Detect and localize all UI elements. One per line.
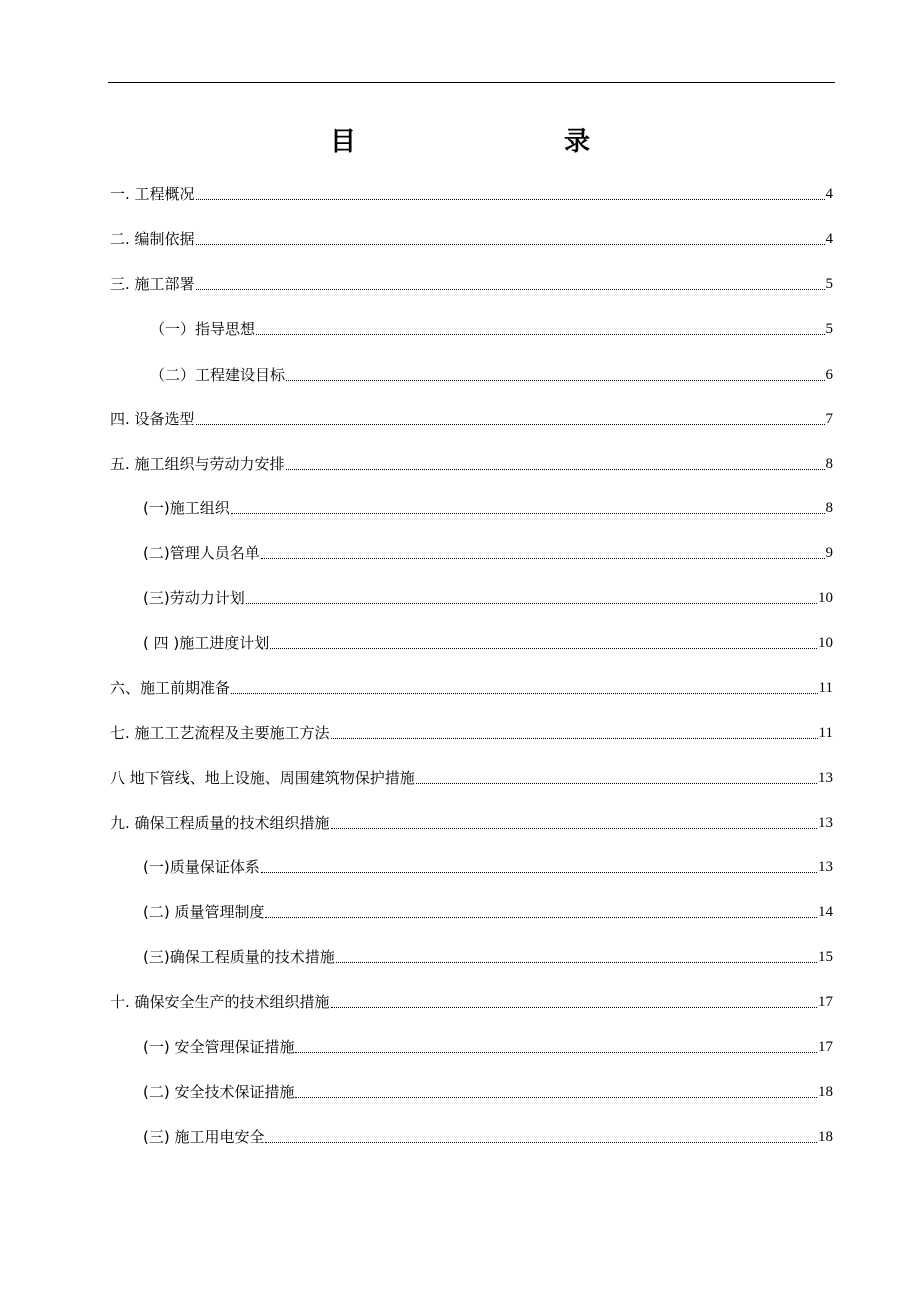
- toc-entry-text: 七. 施工工艺流程及主要施工方法: [110, 724, 330, 742]
- toc-dot-leader: [331, 738, 818, 739]
- toc-dot-leader: [246, 603, 817, 604]
- toc-page-number: 4: [825, 231, 833, 247]
- toc-dot-leader: [196, 244, 825, 245]
- toc-page-number: 4: [825, 186, 833, 202]
- toc-entry-text: (三)确保工程质量的技术措施: [143, 948, 335, 966]
- toc-entry-text: 十. 确保安全生产的技术组织措施: [110, 993, 330, 1011]
- toc-entry[interactable]: [110, 273, 833, 295]
- toc-page-number: 17: [818, 1039, 833, 1055]
- toc-dot-leader: [196, 199, 825, 200]
- toc-entry[interactable]: [143, 1126, 833, 1148]
- toc-entry[interactable]: [110, 453, 833, 475]
- toc-dot-leader: [336, 962, 817, 963]
- toc-entry-text: 二. 编制依据: [110, 230, 195, 248]
- toc-entry[interactable]: [143, 901, 833, 923]
- toc-title: 目 录: [329, 127, 642, 157]
- toc-entry[interactable]: [150, 318, 833, 340]
- toc-page-number: 8: [825, 500, 833, 516]
- toc-entry[interactable]: [143, 946, 833, 968]
- toc-entry[interactable]: [110, 677, 833, 699]
- toc-dot-leader: [261, 558, 825, 559]
- toc-dot-leader: [270, 648, 817, 649]
- toc-page-number: 18: [818, 1129, 833, 1145]
- toc-entry-text: （一）指导思想: [150, 320, 256, 338]
- toc-page-number: 5: [825, 276, 833, 292]
- toc-entry[interactable]: [143, 632, 833, 654]
- toc-dot-leader: [416, 783, 817, 784]
- toc-entry[interactable]: [143, 1036, 833, 1058]
- toc-page-number: 10: [818, 590, 833, 606]
- toc-entry[interactable]: [110, 408, 833, 430]
- toc-entry-text: (二) 安全技术保证措施: [143, 1083, 295, 1101]
- toc-dot-leader: [231, 693, 818, 694]
- toc-page-number: 17: [818, 994, 833, 1010]
- toc-entry-text: 八 地下管线、地上设施、周围建筑物保护措施: [110, 769, 415, 787]
- toc-page-number: 13: [818, 859, 833, 875]
- toc-entry[interactable]: [143, 1081, 833, 1103]
- toc-page-number: 14: [818, 904, 833, 920]
- toc-page-number: 9: [825, 545, 833, 561]
- toc-entry[interactable]: [110, 722, 833, 744]
- toc-entry[interactable]: [110, 767, 833, 789]
- toc-entry-text: (二)管理人员名单: [143, 544, 260, 562]
- toc-dot-leader: [331, 828, 817, 829]
- toc-page-number: 7: [825, 411, 833, 427]
- toc-entry-text: 三. 施工部署: [110, 275, 195, 293]
- toc-entry-text: (一)施工组织: [143, 499, 230, 517]
- toc-entry[interactable]: [110, 991, 833, 1013]
- toc-entry-text: (一)质量保证体系: [143, 858, 260, 876]
- toc-page-number: 15: [818, 949, 833, 965]
- toc-dot-leader: [196, 289, 825, 290]
- toc-entry[interactable]: [143, 856, 833, 878]
- toc-entry[interactable]: [143, 542, 833, 564]
- header-rule: [108, 82, 835, 83]
- toc-dot-leader: [196, 424, 825, 425]
- toc-entry-text: ( 四 )施工进度计划: [143, 634, 270, 652]
- toc-dot-leader: [331, 1007, 817, 1008]
- toc-entry[interactable]: [110, 812, 833, 834]
- toc-page-number: 13: [818, 815, 833, 831]
- toc-entry-text: (三)劳动力计划: [143, 589, 245, 607]
- toc-entry-text: 四. 设备选型: [110, 410, 195, 428]
- toc-dot-leader: [231, 513, 825, 514]
- toc-entry[interactable]: [150, 364, 833, 386]
- toc-dot-leader: [261, 872, 817, 873]
- toc-entry-text: (三) 施工用电安全: [143, 1128, 265, 1146]
- toc-dot-leader: [265, 1142, 817, 1143]
- toc-dot-leader: [256, 334, 824, 335]
- toc-entry[interactable]: [110, 183, 833, 205]
- toc-dot-leader: [265, 917, 817, 918]
- toc-page-number: 11: [818, 725, 833, 741]
- toc-page-number: 18: [818, 1084, 833, 1100]
- toc-page-number: 10: [818, 635, 833, 651]
- toc-dot-leader: [286, 380, 824, 381]
- toc-dot-leader: [295, 1052, 817, 1053]
- toc-entry-text: 一. 工程概况: [110, 185, 195, 203]
- toc-page-number: 13: [818, 770, 833, 786]
- toc-entry[interactable]: [143, 587, 833, 609]
- toc-entry-text: （二）工程建设目标: [150, 366, 286, 384]
- toc-entry-text: 六、施工前期准备: [110, 679, 231, 697]
- toc-page-number: 5: [825, 321, 833, 337]
- toc-entry-text: 九. 确保工程质量的技术组织措施: [110, 814, 330, 832]
- toc-dot-leader: [286, 469, 825, 470]
- toc-dot-leader: [295, 1097, 817, 1098]
- toc-entry[interactable]: [143, 497, 833, 519]
- toc-entry-text: 五. 施工组织与劳动力安排: [110, 455, 285, 473]
- toc-page-number: 8: [825, 456, 833, 472]
- toc-page-number: 11: [818, 680, 833, 696]
- toc-entry-text: (一) 安全管理保证措施: [143, 1038, 295, 1056]
- toc-entry[interactable]: [110, 228, 833, 250]
- toc-entry-text: (二) 质量管理制度: [143, 903, 265, 921]
- toc-page-number: 6: [825, 367, 833, 383]
